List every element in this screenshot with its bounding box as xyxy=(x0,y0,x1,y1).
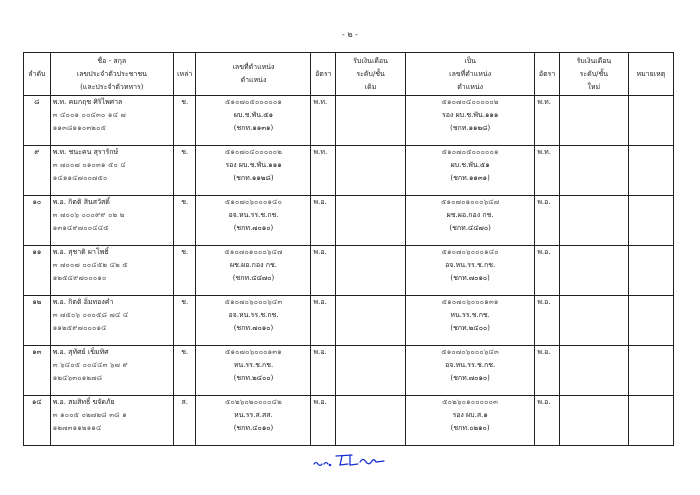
header-line: ตำแหน่ง xyxy=(240,76,267,84)
military-id: ๑๑๓๘๑๑๐๓๒๐๕ xyxy=(52,124,107,132)
header-line: เดิม xyxy=(364,82,377,91)
cell-new-position xyxy=(405,396,534,446)
cell-remark xyxy=(628,296,673,346)
header-line: ระดับ/ชั้น xyxy=(356,69,385,78)
new-position-number: ๕๑๐๗๐๖๐๐๐๖๔๓ xyxy=(441,348,499,356)
table-row xyxy=(24,146,674,196)
header-line: ใหม่ xyxy=(587,82,601,91)
cell-branch: ช. xyxy=(173,146,196,196)
cell-new-rate: พ.อ. xyxy=(535,196,560,246)
old-position-title: รอง ผบ.ช.พัน.๑๑๑ xyxy=(225,161,282,169)
cell-new-rate: พ.อ. xyxy=(535,396,560,446)
table-row xyxy=(24,396,674,446)
cell-new-rate: พ.อ. xyxy=(535,346,560,396)
cell-new-position xyxy=(405,196,534,246)
cell-old-position xyxy=(196,296,311,346)
cell-branch: ช. xyxy=(173,196,196,246)
cell-order: ๑๐ xyxy=(24,196,51,246)
cell-new-salary xyxy=(559,146,628,196)
new-position-title: อจ.หน.รร.ช.กช. xyxy=(445,261,496,269)
header-position-old xyxy=(196,53,311,96)
cell-new-position xyxy=(405,246,534,296)
cell-new-position xyxy=(405,296,534,346)
signature xyxy=(312,450,392,470)
cell-person xyxy=(50,396,173,446)
new-position-title: หน.รร.ช.กช. xyxy=(450,311,490,319)
cell-old-salary xyxy=(336,396,406,446)
person-name: พ.อ. สุทัศย์ เข็มทิศ xyxy=(52,348,109,356)
old-position-code: (ชกท.๔๐๑๐) xyxy=(233,424,274,432)
old-position-title: ผบ.ช.พัน.๕๑ xyxy=(233,111,274,119)
page-number: - ๒ - xyxy=(341,30,359,39)
cell-old-position xyxy=(196,246,311,296)
new-position-title: ผช.ผอ.กอง กช. xyxy=(446,211,494,219)
cell-remark xyxy=(628,246,673,296)
military-id: ๑๑๒๕๙๗๐๐๐๑๔ xyxy=(52,324,107,332)
cell-person xyxy=(50,296,173,346)
cell-old-rate: พ.ท. xyxy=(311,96,336,146)
old-position-code: (ชกท.๑๑๒๘) xyxy=(233,174,274,182)
cell-order: ๑๓ xyxy=(24,346,51,396)
cell-new-position xyxy=(405,346,534,396)
header-rate-old: อัตรา xyxy=(311,53,336,96)
new-position-number: ๕๑๐๗๐๖๐๐๐๑๔๐ xyxy=(441,248,499,256)
cell-old-position xyxy=(196,146,311,196)
cell-new-salary xyxy=(559,346,628,396)
cell-order: ๙ xyxy=(24,146,51,196)
header-position-new xyxy=(405,53,534,96)
cell-new-rate: พ.ท. xyxy=(535,146,560,196)
header-line: เป็น xyxy=(464,56,476,65)
cell-old-salary xyxy=(336,146,406,196)
citizen-id: ๓ ๑๐๐๕ ๐๒๗๒๘ ๓๘ ๑ xyxy=(52,411,127,419)
cell-old-position xyxy=(196,96,311,146)
cell-new-salary xyxy=(559,296,628,346)
person-name: พ.อ. สุชาติ ผาโพธิ์ xyxy=(52,248,109,256)
old-position-code: (ชกท.๗๐๑๐) xyxy=(233,224,274,232)
old-position-number: ๕๑๐๗๐๔๐๐๐๐๐๒ xyxy=(224,148,283,156)
new-position-number: ๕๑๐๗๐๔๐๐๐๐๐๒ xyxy=(441,98,499,106)
header-line: รับเงินเดือน xyxy=(353,56,388,65)
header-line: รับเงินเดือน xyxy=(576,56,612,65)
header-line: ระดับ/ชั้น xyxy=(579,69,609,78)
cell-remark xyxy=(628,396,673,446)
cell-branch: ช. xyxy=(173,296,196,346)
new-position-code: (ชกท.๑๑๒๘) xyxy=(450,124,491,132)
table-row xyxy=(24,296,674,346)
cell-remark xyxy=(628,96,673,146)
citizen-id: ๓ ๗๐๐๗ ๐๐๔๕๒ ๔๒ ๕ xyxy=(52,261,128,269)
signature-scribble-icon xyxy=(312,450,392,470)
new-position-title: อจ.หน.รร.ช.กช. xyxy=(445,361,496,369)
cell-person xyxy=(50,246,173,296)
old-position-number: ๕๑๐๗๐๑๐๐๐๖๔๗ xyxy=(224,248,283,256)
new-position-number: ๕๑๐๗๐๖๐๐๐๑๓๑ xyxy=(441,298,499,306)
header-remark: หมายเหตุ xyxy=(628,53,673,96)
cell-new-salary xyxy=(559,196,628,246)
military-id: ๑๒๗๓๑๑๒๑๑๔ xyxy=(52,424,102,432)
cell-old-salary xyxy=(336,246,406,296)
military-id: ๑๒๕๔๙๗๐๐๐๑๐ xyxy=(52,274,107,282)
military-id: ๑๒๔๖๓๐๑๒๗๘ xyxy=(52,374,103,382)
new-position-code: (ชกท.๗๐๑๐) xyxy=(450,374,490,382)
cell-new-position xyxy=(405,146,534,196)
header-name-line: (และประจำตัวทหาร) xyxy=(80,82,144,91)
cell-new-rate: พ.อ. xyxy=(535,296,560,346)
header-salary-old xyxy=(336,53,406,96)
new-position-title: รอง ผบ.ส.๑ xyxy=(452,411,488,419)
cell-person xyxy=(50,146,173,196)
military-id: ๑๔๑๑๔๗๐๐๗๕๐ xyxy=(52,174,108,182)
cell-new-salary xyxy=(559,246,628,296)
cell-old-rate: พ.อ. xyxy=(311,246,336,296)
citizen-id: ๓ ๗๐๐๖ ๐๐๐๙๙ ๐๒ ๒ xyxy=(52,211,125,219)
new-position-code: (ชกท.๔๔๗๐) xyxy=(449,224,491,232)
citizen-id: ๓ ๔๐๐๑ ๐๐๔๓๐ ๑๔ ๗ xyxy=(52,111,126,119)
new-position-code: (ชกท.๗๐๑๐) xyxy=(450,274,490,282)
header-order: ลำดับ xyxy=(24,53,51,96)
cell-order: ๑๑ xyxy=(24,246,51,296)
header-branch: เหล่า xyxy=(173,53,196,96)
cell-new-position xyxy=(405,96,534,146)
cell-old-salary xyxy=(336,196,406,246)
cell-new-salary xyxy=(559,396,628,446)
person-name: พ.ท. ชนะคน สุรารักษ์ xyxy=(52,148,119,156)
header-name-line: ชื่อ - สกุล xyxy=(97,56,127,65)
new-position-code: (ชกท.๐๒๑๐) xyxy=(450,424,490,432)
cell-old-salary xyxy=(336,296,406,346)
new-position-code: (ชกท.๑๑๓๑) xyxy=(450,174,490,182)
military-id: ๑๓๑๔๙๗๐๐๔๔๕ xyxy=(52,224,109,232)
header-name xyxy=(50,53,173,96)
cell-branch: ส. xyxy=(173,396,196,446)
citizen-id: ๓ ๖๔๐๕ ๐๐๔๔๓ ๖๗ ๙ xyxy=(52,361,128,369)
old-position-title: อจ.หน.รร.ช.กช. xyxy=(228,211,279,219)
old-position-title: อจ.หน.รร.ช.กช. xyxy=(228,311,279,319)
old-position-number: ๕๐๒๖๐๒๐๐๐๐๔๒ xyxy=(225,398,282,406)
old-position-number: ๕๑๐๗๐๖๐๐๐๑๔๐ xyxy=(224,198,283,206)
cell-order: ๑๔ xyxy=(24,396,51,446)
cell-remark xyxy=(628,146,673,196)
old-position-code: (ชกท.๗๐๑๐) xyxy=(233,324,274,332)
cell-branch: ช. xyxy=(173,96,196,146)
person-name: พ.อ. สมสิทธิ์ ขจัดภัย xyxy=(52,398,115,406)
cell-person xyxy=(50,196,173,246)
cell-old-position xyxy=(196,396,311,446)
new-position-number: ๕๐๒๖๐๑๐๐๐๐๐๓ xyxy=(442,398,499,406)
cell-old-salary xyxy=(336,96,406,146)
old-position-code: (ชกท.๔๔๗๐) xyxy=(232,274,275,282)
table-row xyxy=(24,246,674,296)
table-header-row xyxy=(24,53,674,96)
new-position-code: (ชกท.๒๔๐๐) xyxy=(450,324,490,332)
personnel-transfer-table xyxy=(23,52,674,446)
cell-remark xyxy=(628,196,673,246)
cell-old-rate: พ.อ. xyxy=(311,346,336,396)
cell-old-position xyxy=(196,346,311,396)
new-position-number: ๕๑๐๗๐๑๐๐๐๖๔๗ xyxy=(441,198,500,206)
cell-new-rate: พ.อ. xyxy=(535,246,560,296)
old-position-number: ๕๑๐๗๐๖๐๐๐๑๓๑ xyxy=(225,348,282,356)
table-row xyxy=(24,96,674,146)
table-row xyxy=(24,346,674,396)
cell-branch: ช. xyxy=(173,346,196,396)
cell-old-rate: พ.อ. xyxy=(311,196,336,246)
old-position-code: (ชกท.๑๑๓๑) xyxy=(233,124,274,132)
header-line: ตำแหน่ง xyxy=(457,82,484,91)
cell-old-salary xyxy=(336,346,406,396)
header-line: เลขที่ตำแหน่ง xyxy=(449,69,492,78)
cell-old-rate: พ.อ. xyxy=(311,296,336,346)
new-position-title: ผบ.ช.พัน.๕๑ xyxy=(450,161,490,169)
cell-old-rate: พ.อ. xyxy=(311,396,336,446)
table-row xyxy=(24,196,674,246)
citizen-id: ๓ ๗๕๐๖ ๐๐๐๕๘ ๗๔ ๔ xyxy=(52,311,129,319)
old-position-number: ๕๑๐๗๐๕๐๐๐๐๐๑ xyxy=(224,98,283,106)
old-position-title: ผช.ผอ.กอง กช. xyxy=(230,261,277,269)
new-position-title: รอง ผบ.ช.พัน.๑๑๑ xyxy=(441,111,499,119)
old-position-title: หน.รร.ส.สส. xyxy=(234,411,273,419)
cell-person xyxy=(50,346,173,396)
old-position-number: ๕๑๐๗๐๖๐๐๐๖๔๓ xyxy=(224,298,283,306)
old-position-code: (ชกท.๒๔๐๐) xyxy=(233,374,274,382)
cell-old-rate: พ.ท. xyxy=(311,146,336,196)
cell-new-salary xyxy=(559,96,628,146)
person-name: พ.ท. คมกฤช ศิริไพศาล xyxy=(52,98,123,106)
cell-branch: ช. xyxy=(173,246,196,296)
header-salary-new xyxy=(559,53,628,96)
person-name: พ.อ. กิตติ สินสวัสดิ์ xyxy=(52,198,110,206)
header-line: เลขที่ตำแหน่ง xyxy=(232,63,275,71)
cell-old-position xyxy=(196,196,311,246)
person-name: พ.อ. กิตติ อิ่มทองคำ xyxy=(52,298,114,306)
header-name-line: เลขประจำตัวประชาชน xyxy=(76,69,147,78)
new-position-number: ๕๑๐๗๐๕๐๐๐๐๐๑ xyxy=(441,148,499,156)
cell-new-rate: พ.ท. xyxy=(535,96,560,146)
cell-remark xyxy=(628,346,673,396)
header-rate-new: อัตรา xyxy=(535,53,560,96)
citizen-id: ๓ ๗๐๐๗ ๐๑๐๓๑ ๕๐ ๔ xyxy=(52,161,126,169)
cell-person xyxy=(50,96,173,146)
cell-order: ๑๒ xyxy=(24,296,51,346)
cell-order: ๘ xyxy=(24,96,51,146)
old-position-title: หน.รร.ช.กช. xyxy=(233,361,274,369)
